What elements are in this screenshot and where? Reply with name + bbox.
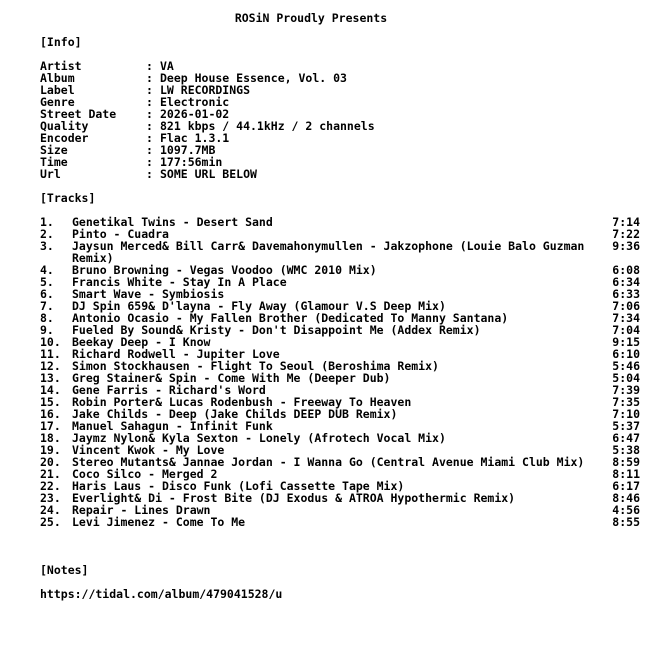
info-label: Size [40, 143, 68, 157]
track-duration: 5:46 [612, 359, 640, 373]
info-separator: : [146, 143, 153, 157]
track-title: DJ Spin 659& D'layna - Fly Away (Glamour V.S Deep Mix) [72, 299, 446, 313]
track-duration: 6:47 [612, 431, 640, 445]
info-value: 821 kbps / 44.1kHz / 2 channels [160, 119, 375, 133]
info-separator: : [146, 71, 153, 85]
track-duration: 5:04 [612, 371, 640, 385]
track-number: 8. [40, 311, 54, 325]
track-number: 21. [40, 467, 61, 481]
track-duration: 6:08 [612, 263, 640, 277]
track-duration: 7:34 [612, 311, 640, 325]
track-duration: 9:15 [612, 335, 640, 349]
track-title: Everlight& Di - Frost Bite (DJ Exodus & ATROA Hypothermic Remix) [72, 491, 516, 505]
info-section-heading: [Info] [40, 35, 82, 49]
track-duration: 6:34 [612, 275, 640, 289]
info-separator: : [146, 119, 153, 133]
info-label: Encoder [40, 131, 89, 145]
track-title: Greg Stainer& Spin - Come With Me (Deeper Dub) [72, 371, 391, 385]
track-duration: 7:14 [612, 215, 640, 229]
info-separator: : [146, 155, 153, 169]
info-label: Quality [40, 119, 89, 133]
info-separator: : [146, 167, 153, 181]
track-title: Jaymz Nylon& Kyla Sexton - Lonely (Afrotech Vocal Mix) [72, 431, 446, 445]
track-number: 18. [40, 431, 61, 445]
track-title: Gene Farris - Richard's Word [72, 383, 266, 397]
track-title: Simon Stockhausen - Flight To Seoul (Beroshima Remix) [72, 359, 439, 373]
info-value: SOME URL BELOW [160, 167, 257, 181]
track-number: 9. [40, 323, 54, 337]
track-number: 23. [40, 491, 61, 505]
track-number: 22. [40, 479, 61, 493]
track-number: 24. [40, 503, 61, 517]
track-title: Bruno Browning - Vegas Voodoo (WMC 2010 Mix) [72, 263, 377, 277]
track-number: 14. [40, 383, 61, 397]
track-title: Genetikal Twins - Desert Sand [72, 215, 273, 229]
track-title: Manuel Sahagun - Infinit Funk [72, 419, 273, 433]
track-duration: 5:37 [612, 419, 640, 433]
track-list [40, 216, 640, 528]
track-duration: 4:56 [612, 503, 640, 517]
info-value: VA [160, 59, 174, 73]
track-duration: 6:17 [612, 479, 640, 493]
track-number: 13. [40, 371, 61, 385]
track-number: 16. [40, 407, 61, 421]
track-row [40, 516, 640, 528]
info-separator: : [146, 107, 153, 121]
info-value: 1097.7MB [160, 143, 216, 157]
info-value: Flac 1.3.1 [160, 131, 230, 145]
info-label: Street Date [40, 107, 117, 121]
track-duration: 7:04 [612, 323, 640, 337]
notes-url-text: https://tidal.com/album/479041528/u [40, 587, 283, 601]
track-duration: 8:55 [612, 515, 640, 529]
track-duration: 9:36 [612, 239, 640, 253]
track-row [40, 240, 640, 264]
track-number: 4. [40, 263, 54, 277]
page-title: ROSiN Proudly Presents [234, 11, 388, 25]
track-title: Haris Laus - Disco Funk (Lofi Cassette Tape Mix) [72, 479, 405, 493]
track-title: Pinto - Cuadra [72, 227, 169, 241]
track-duration: 8:59 [612, 455, 640, 469]
track-title: Jake Childs - Deep (Jake Childs DEEP DUB Remix) [72, 407, 398, 421]
track-duration: 7:10 [612, 407, 640, 421]
track-number: 5. [40, 275, 54, 289]
info-row-url [40, 168, 375, 180]
info-separator: : [146, 95, 153, 109]
track-duration: 5:38 [612, 443, 640, 457]
track-number: 15. [40, 395, 61, 409]
track-title: Coco Silco - Merged 2 [72, 467, 218, 481]
track-title: Smart Wave - Symbiosis [72, 287, 225, 301]
track-number: 25. [40, 515, 61, 529]
track-number: 19. [40, 443, 61, 457]
info-separator: : [146, 131, 153, 145]
info-value: Electronic [160, 95, 230, 109]
track-duration: 7:39 [612, 383, 640, 397]
info-separator: : [146, 83, 153, 97]
track-title: Repair - Lines Drawn [72, 503, 211, 517]
info-label: Time [40, 155, 68, 169]
track-title: Stereo Mutants& Jannae Jordan - I Wanna Go (Central Avenue Miami Club Mix) [72, 455, 585, 469]
track-number: 20. [40, 455, 61, 469]
track-number: 6. [40, 287, 54, 301]
track-duration: 7:35 [612, 395, 640, 409]
info-value: Deep House Essence, Vol. 03 [160, 71, 347, 85]
track-number: 17. [40, 419, 61, 433]
track-number: 3. [40, 239, 54, 253]
tracks-section-heading: [Tracks] [40, 191, 96, 205]
info-label: Genre [40, 95, 75, 109]
track-duration: 8:46 [612, 491, 640, 505]
track-number: 7. [40, 299, 54, 313]
track-duration: 7:06 [612, 299, 640, 313]
info-table [40, 60, 375, 180]
track-number: 11. [40, 347, 61, 361]
track-title: Beekay Deep - I Know [72, 335, 211, 349]
info-label: Url [40, 167, 61, 181]
track-title: Vincent Kwok - My Love [72, 443, 225, 457]
track-title: Richard Rodwell - Jupiter Love [72, 347, 280, 361]
info-label: Album [40, 71, 75, 85]
notes-section-heading: [Notes] [40, 563, 89, 577]
track-title: Antonio Ocasio - My Fallen Brother (Dedicated To Manny Santana) [72, 311, 509, 325]
track-title: Francis White - Stay In A Place [72, 275, 287, 289]
info-value: LW RECORDINGS [160, 83, 251, 97]
track-title: Fueled By Sound& Kristy - Don't Disappoint Me (Addex Remix) [72, 323, 481, 337]
track-number: 12. [40, 359, 61, 373]
track-number: 1. [40, 215, 54, 229]
info-separator: : [146, 59, 153, 73]
track-title: Robin Porter& Lucas Rodenbush - Freeway To Heaven [72, 395, 412, 409]
track-duration: 6:10 [612, 347, 640, 361]
info-value: 2026-01-02 [160, 107, 230, 121]
track-duration: 8:11 [612, 467, 640, 481]
track-duration: 7:22 [612, 227, 640, 241]
track-number: 10. [40, 335, 61, 349]
track-duration: 6:33 [612, 287, 640, 301]
info-label: Artist [40, 59, 82, 73]
track-number: 2. [40, 227, 54, 241]
info-label: Label [40, 83, 75, 97]
track-title: Levi Jimenez - Come To Me [72, 515, 246, 529]
info-value: 177:56min [160, 155, 223, 169]
track-title: Jaysun Merced& Bill Carr& Davemahonymullen - Jakzophone (Louie Balo Guzman Remix) [72, 239, 585, 265]
